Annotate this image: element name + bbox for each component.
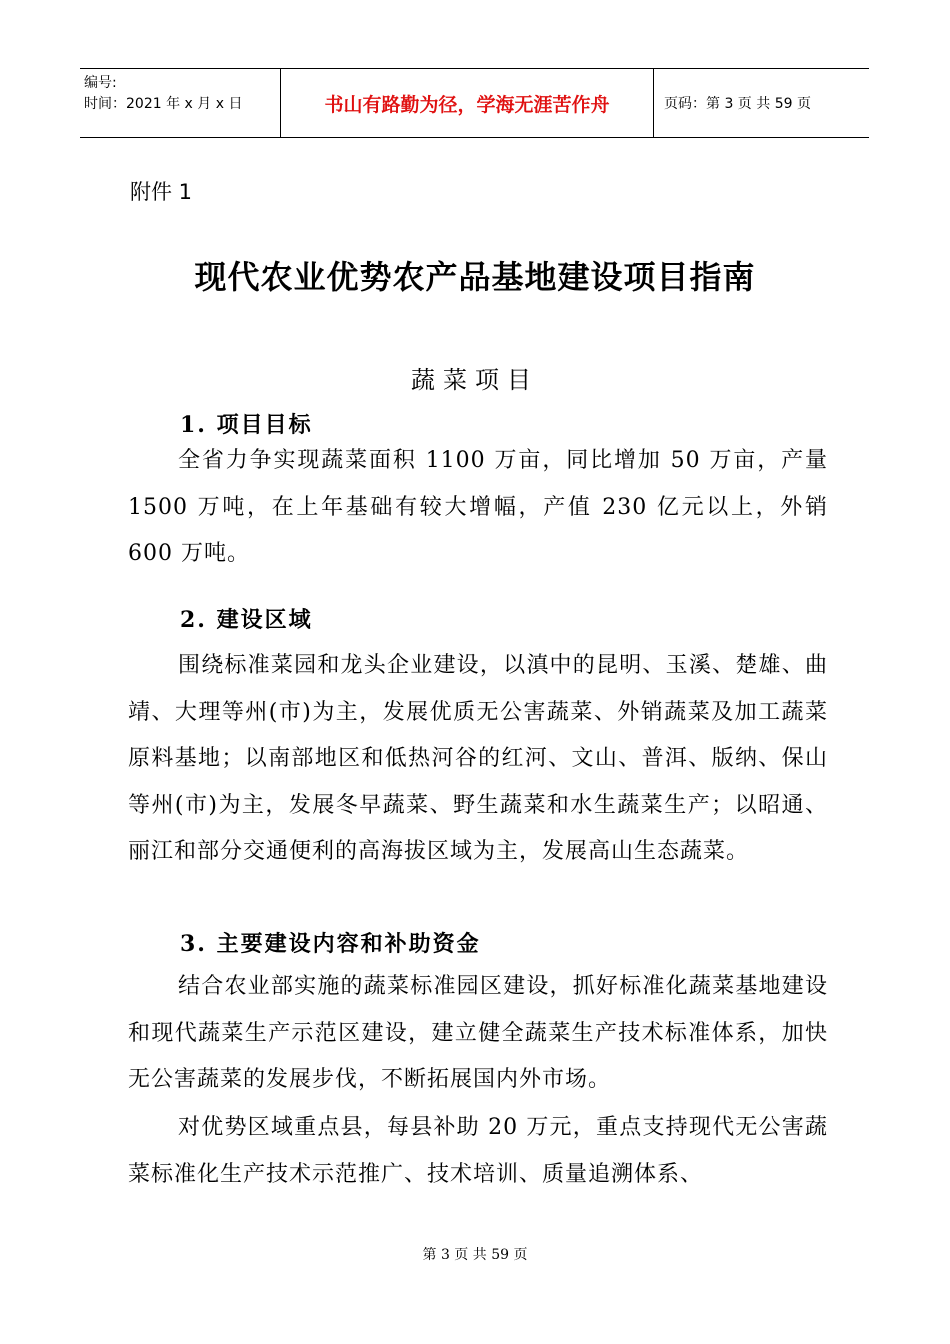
paragraph-region: 围绕标准菜园和龙头企业建设，以滇中的昆明、玉溪、楚雄、曲靖、大理等州(市)为主，发展优质无公害蔬菜、外销蔬菜及加工蔬菜原料基地；以南部地区和低热河谷的红河、文山、普洱、版纳、保山等州(市)为主，发展冬早蔬菜、野生蔬菜和水生蔬菜生产；以昭通、丽江和部分交通便利的高海拔区域为主，发展高山生态蔬菜。 (128, 653, 828, 864)
paragraph-goal: 全省力争实现蔬菜面积 1100 万亩，同比增加 50 万亩，产量 1500 万吨，在上年基础有较大增幅，产值 230 亿元以上，外销 600 万吨。 (128, 448, 828, 566)
paragraph-content: 结合农业部实施的蔬菜标准园区建设，抓好标准化蔬菜基地建设和现代蔬菜生产示范区建设，建立健全蔬菜生产技术标准体系，加快无公害蔬菜的发展步伐，不断拓展国内外市场。 (128, 974, 828, 1092)
page-header (80, 68, 869, 138)
attachment-label: 附件 1 (130, 180, 193, 204)
header-page-info: 页码：第 3 页 共 59 页 (664, 96, 811, 112)
heading-content: 3. 主要建设内容和补助资金 (180, 931, 481, 957)
header-motto: 书山有路勤为径，学海无涯苦作舟 (281, 69, 654, 137)
heading-region: 2. 建设区域 (180, 607, 313, 633)
page-footer: 第 3 页 共 59 页 (422, 1247, 528, 1263)
section-title: 蔬菜项目 (411, 366, 539, 394)
number-label: 编号: (84, 75, 117, 91)
heading-goal: 1. 项目目标 (180, 412, 313, 438)
time-label: 时间：2021 年 x 月 x 日 (84, 96, 243, 112)
document-title: 现代农业优势农产品基地建设项目指南 (194, 258, 756, 296)
paragraph-subsidy: 对优势区域重点县，每县补助 20 万元，重点支持现代无公害蔬菜标准化生产技术示范推广、技术培训、质量追溯体系、 (128, 1115, 828, 1187)
header-meta (80, 69, 281, 137)
